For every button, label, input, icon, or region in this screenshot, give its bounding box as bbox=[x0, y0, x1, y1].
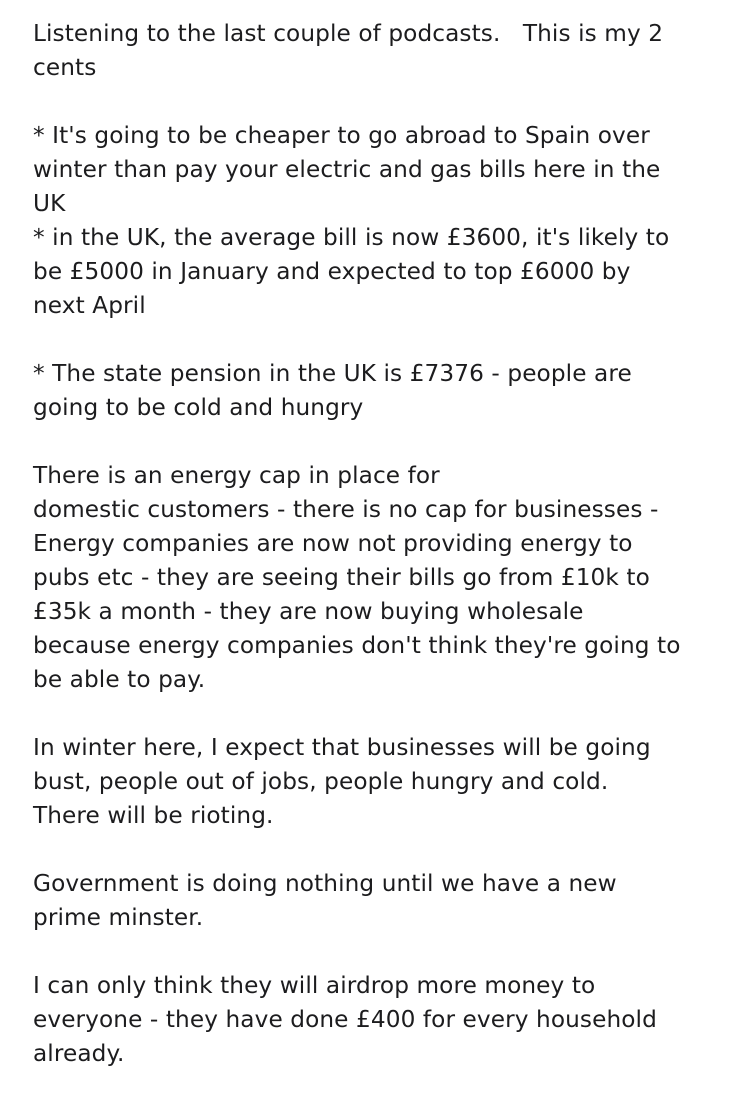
text-line: cents bbox=[33, 54, 97, 81]
text-line: * in the UK, the average bill is now £3600, it's likely to bbox=[33, 224, 670, 251]
text-line: £35k a month - they are now buying wholesale bbox=[33, 598, 584, 625]
text-line: Government is doing nothing until we have a new bbox=[33, 870, 617, 897]
text-line: * The state pension in the UK is £7376 - people are bbox=[33, 360, 632, 387]
text-line: * It's going to be cheaper to go abroad to Spain over bbox=[33, 122, 650, 149]
text-line: everyone - they have done £400 for every household bbox=[33, 1006, 657, 1033]
text-line: In winter here, I expect that businesses will be going bbox=[33, 734, 651, 761]
paragraph-travel-and-bills bbox=[33, 119, 733, 323]
note-body bbox=[33, 17, 733, 1105]
paragraph-intro bbox=[33, 17, 733, 85]
text-line: already. bbox=[33, 1040, 125, 1067]
text-line: Energy companies are now not providing energy to bbox=[33, 530, 633, 557]
text-line: prime minster. bbox=[33, 904, 204, 931]
text-line: next April bbox=[33, 292, 146, 319]
paragraph-government bbox=[33, 867, 733, 935]
text-line: pubs etc - they are seeing their bills go from £10k to bbox=[33, 564, 650, 591]
text-line: There is an energy cap in place for bbox=[33, 462, 440, 489]
text-line: winter than pay your electric and gas bills here in the bbox=[33, 156, 661, 183]
paragraph-winter-outlook bbox=[33, 731, 733, 833]
text-line: There will be rioting. bbox=[33, 802, 274, 829]
text-line: going to be cold and hungry bbox=[33, 394, 364, 421]
paragraph-energy-cap bbox=[33, 459, 733, 697]
text-line: bust, people out of jobs, people hungry and cold. bbox=[33, 768, 609, 795]
text-line: UK bbox=[33, 190, 66, 217]
text-line: Listening to the last couple of podcasts. This is my 2 bbox=[33, 20, 664, 47]
text-line: domestic customers - there is no cap for businesses - bbox=[33, 496, 659, 523]
paragraph-state-pension bbox=[33, 357, 733, 425]
paragraph-airdrop bbox=[33, 969, 733, 1071]
text-line: be able to pay. bbox=[33, 666, 206, 693]
text-line: I can only think they will airdrop more money to bbox=[33, 972, 596, 999]
text-line: be £5000 in January and expected to top £6000 by bbox=[33, 258, 631, 285]
text-line: because energy companies don't think they're going to bbox=[33, 632, 681, 659]
